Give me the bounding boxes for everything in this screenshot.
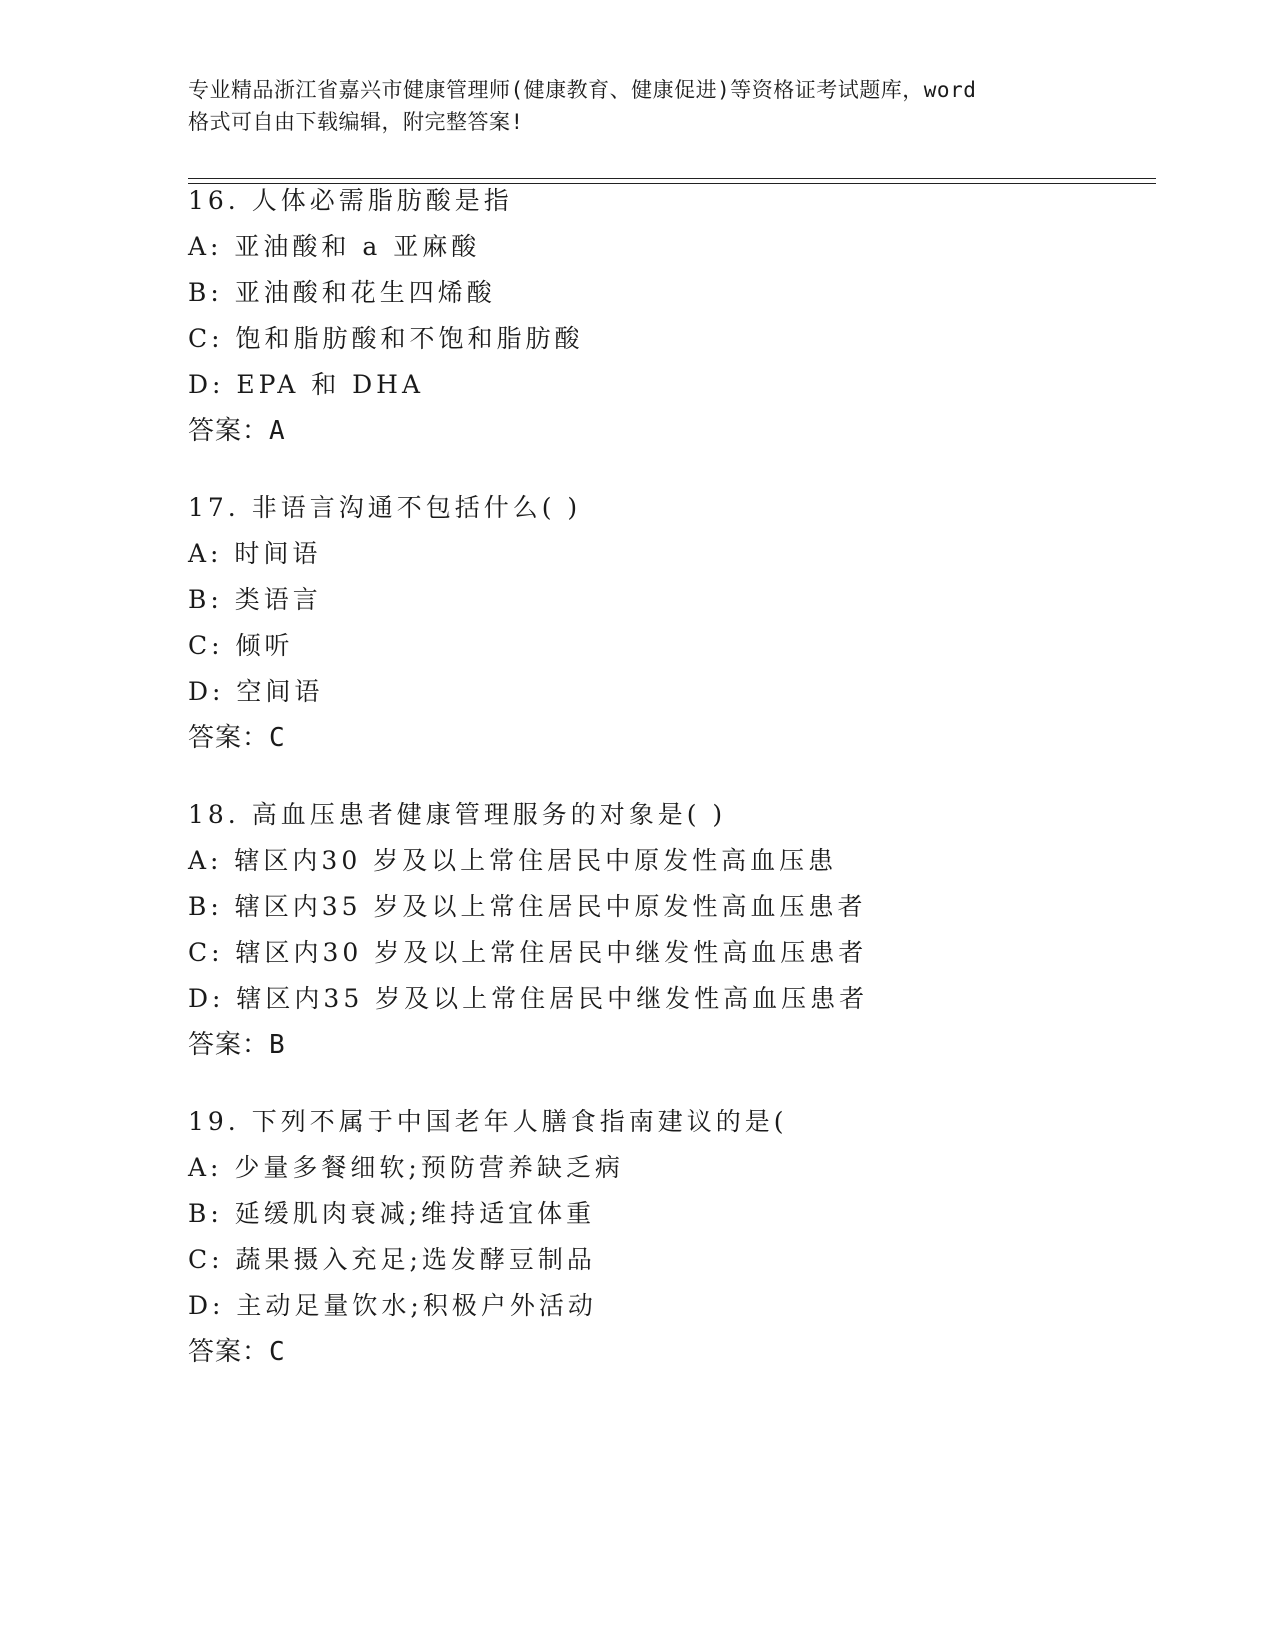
question-stem: 19. 下列不属于中国老年人膳食指南建议的是( (188, 1107, 788, 1136)
option-c: C: 蔬果摄入充足;选发酵豆制品 (188, 1245, 596, 1274)
option-b: B: 类语言 (188, 585, 322, 614)
question-stem: 17. 非语言沟通不包括什么( ) (188, 493, 582, 522)
question-stem: 18. 高血压患者健康管理服务的对象是( ) (188, 800, 727, 829)
answer-line (188, 715, 1148, 761)
question-stem: 16. 人体必需脂肪酸是指 (188, 186, 513, 215)
option-d: D: 辖区内35 岁及以上常住居民中继发性高血压患者 (188, 984, 869, 1013)
answer-line (188, 1022, 1148, 1068)
question-16 (188, 178, 1148, 454)
header-line-2: 格式可自由下载编辑，附完整答案! (188, 110, 524, 134)
option-a: A: 时间语 (188, 539, 322, 568)
answer-label: 答案： (188, 1337, 270, 1367)
answer-value: C (269, 1337, 286, 1367)
option-b: B: 辖区内35 岁及以上常住居民中原发性高血压患者 (188, 892, 867, 921)
question-17 (188, 485, 1148, 761)
answer-value: C (269, 723, 286, 753)
option-b: B: 延缓肌肉衰减;维持适宜体重 (188, 1199, 596, 1228)
option-b: B: 亚油酸和花生四烯酸 (188, 278, 496, 307)
option-a: A: 亚油酸和 a 亚麻酸 (188, 232, 481, 261)
header-line-1: 专业精品浙江省嘉兴市健康管理师(健康教育、健康促进)等资格证考试题库，word (188, 78, 977, 102)
option-a: A: 少量多餐细软;预防营养缺乏病 (188, 1153, 624, 1182)
option-c: C: 饱和脂肪酸和不饱和脂肪酸 (188, 324, 584, 353)
option-d: D: 空间语 (188, 677, 324, 706)
option-a: A: 辖区内30 岁及以上常住居民中原发性高血压患 (188, 846, 838, 875)
question-19 (188, 1099, 1148, 1375)
answer-label: 答案： (188, 723, 270, 753)
answer-line (188, 408, 1148, 454)
answer-value: B (269, 1030, 286, 1060)
option-d: D: EPA 和 DHA (188, 370, 425, 399)
answer-line (188, 1329, 1148, 1375)
document-header (188, 74, 1088, 138)
answer-label: 答案： (188, 416, 270, 446)
answer-value: A (269, 416, 286, 446)
question-18 (188, 792, 1148, 1068)
option-d: D: 主动足量饮水;积极户外活动 (188, 1291, 597, 1320)
option-c: C: 辖区内30 岁及以上常住居民中继发性高血压患者 (188, 938, 868, 967)
option-c: C: 倾听 (188, 631, 294, 660)
answer-label: 答案： (188, 1030, 270, 1060)
